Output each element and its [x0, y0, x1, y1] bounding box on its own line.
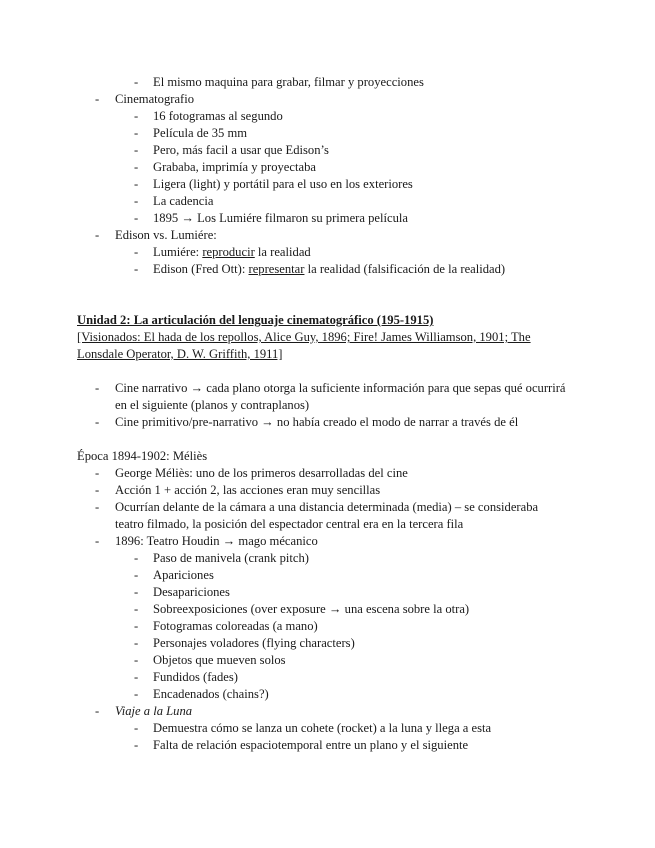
- list-item-camara: [0, 499, 655, 516]
- bullet-dash: -: [95, 92, 100, 106]
- document-page: [0, 74, 655, 754]
- list-item-text: El mismo maquina para grabar, filmar y proyecciones: [153, 75, 424, 89]
- list-item-text: [153, 244, 311, 261]
- list-item-edison: [0, 261, 655, 278]
- list-item: [0, 210, 655, 227]
- bullet-dash: -: [134, 211, 139, 225]
- bullet-dash: -: [134, 126, 139, 140]
- list-item: [0, 74, 655, 91]
- bullet-dash: -: [95, 500, 100, 514]
- bullet-dash: -: [134, 262, 139, 276]
- bullet-dash: -: [95, 483, 100, 497]
- list-item-houdin: [0, 533, 655, 550]
- bullet-dash: -: [134, 636, 139, 650]
- list-item-text: Falta de relación espaciotemporal entre un plano y el siguiente: [153, 738, 469, 752]
- list-item-text: Paso de manivela (crank pitch): [153, 551, 309, 565]
- list-item-viaje: [0, 703, 655, 720]
- spacer: [0, 295, 655, 312]
- edison-rest: la realidad (falsificación de la realidad): [304, 262, 506, 276]
- bullet-dash: -: [134, 670, 139, 684]
- bullet-dash: -: [134, 177, 139, 191]
- list-item-text: [153, 261, 505, 278]
- list-item-text: Cine narrativo → cada plano otorga la suficiente información para que sepas qué ocurrirá: [115, 381, 566, 395]
- bullet-dash: -: [134, 245, 139, 259]
- list-item-continuation: [0, 397, 655, 414]
- list-item-text: Pero, más facil a usar que Edison’s: [153, 143, 329, 157]
- list-item-text: Objetos que mueven solos: [153, 653, 286, 667]
- list-item-text: Película de 35 mm: [153, 126, 248, 140]
- bullet-dash: -: [134, 687, 139, 701]
- bullet-dash: -: [134, 585, 139, 599]
- list-item-primitivo: [0, 414, 655, 431]
- bullet-dash: -: [95, 415, 100, 429]
- list-item-text: Grababa, imprimía y proyectaba: [153, 160, 316, 174]
- spacer: [0, 431, 655, 448]
- list-item: [0, 550, 655, 567]
- bullet-dash: -: [134, 721, 139, 735]
- list-item-text: Acción 1 + acción 2, las acciones eran muy sencillas: [115, 483, 381, 497]
- list-item-text: George Méliès: uno de los primeros desarrolladas del cine: [115, 466, 408, 480]
- bullet-dash: -: [134, 568, 139, 582]
- bullet-dash: -: [134, 194, 139, 208]
- list-item-melies: [0, 465, 655, 482]
- list-item: [0, 108, 655, 125]
- list-item-text: Demuestra cómo se lanza un cohete (rocket) a la luna y llega a esta: [153, 721, 492, 735]
- list-item-text: Fotogramas coloreadas (a mano): [153, 619, 318, 633]
- bullet-dash: -: [134, 160, 139, 174]
- list-item-text: Edison vs. Lumiére:: [115, 228, 217, 242]
- lumiere-label: Lumiére:: [153, 245, 203, 259]
- list-item-text: Personajes voladores (flying characters): [153, 636, 355, 650]
- list-item-narrativo: [0, 380, 655, 397]
- bullet-dash: -: [134, 653, 139, 667]
- list-item-text: Ocurrían delante de la cámara a una distancia determinada (media) – se consideraba: [115, 500, 539, 514]
- bullet-dash: -: [95, 466, 100, 480]
- list-item-versus: [0, 227, 655, 244]
- list-item: [0, 720, 655, 737]
- lumiere-rest: la realidad: [254, 245, 311, 259]
- underlined-term: representar: [248, 262, 305, 276]
- list-item: [0, 176, 655, 193]
- list-item: [0, 584, 655, 601]
- epoca-text: Época 1894-1902: Méliès: [77, 449, 208, 463]
- list-item: [0, 652, 655, 669]
- list-item-text: 1896: Teatro Houdin → mago mécanico: [115, 534, 318, 548]
- vision-text: Lonsdale Operator, D. W. Griffith, 1911]: [77, 347, 283, 361]
- bullet-dash: -: [95, 704, 100, 718]
- list-item: [0, 601, 655, 618]
- bullet-dash: -: [95, 228, 100, 242]
- vision-text: [Visionados: El hada de los repollos, Alice Guy, 1896; Fire! James Williamson, 1901; The: [77, 330, 531, 344]
- bullet-dash: -: [134, 109, 139, 123]
- unit-heading: [0, 312, 655, 329]
- list-item: [0, 686, 655, 703]
- list-item-text: Sobreexposiciones (over exposure → una escena sobre la otra): [153, 602, 470, 616]
- list-item-text: Apariciones: [153, 568, 214, 582]
- vision-line: [0, 329, 655, 346]
- list-item: [0, 125, 655, 142]
- list-item: [0, 618, 655, 635]
- list-item-text: Viaje a la Luna: [115, 704, 193, 718]
- underlined-term: reproducir: [202, 245, 255, 259]
- list-item: [0, 159, 655, 176]
- bullet-dash: -: [134, 143, 139, 157]
- spacer: [0, 278, 655, 295]
- spacer: [0, 363, 655, 380]
- list-item: [0, 567, 655, 584]
- list-item-accion: [0, 482, 655, 499]
- bullet-dash: -: [95, 381, 100, 395]
- list-item-cinematografo: [0, 91, 655, 108]
- list-item-continuation: [0, 516, 655, 533]
- list-item-text: teatro filmado, la posición del espectador central era en la tercera fila: [115, 517, 464, 531]
- list-item: [0, 635, 655, 652]
- vision-line: [0, 346, 655, 363]
- list-item-text: Fundidos (fades): [153, 670, 238, 684]
- list-item-text: 16 fotogramas al segundo: [153, 109, 283, 123]
- list-item-text: Cinematografio: [115, 92, 195, 106]
- list-item-text: en el siguiente (planos y contraplanos): [115, 398, 310, 412]
- bullet-dash: -: [134, 75, 139, 89]
- list-item-text: Desapariciones: [153, 585, 230, 599]
- epoca-heading: [0, 448, 655, 465]
- list-item-lumiere: [0, 244, 655, 261]
- list-item-text: Cine primitivo/pre-narrativo → no había creado el modo de narrar a través de él: [115, 415, 519, 429]
- bullet-dash: -: [134, 551, 139, 565]
- list-item-text: Encadenados (chains?): [153, 687, 269, 701]
- list-item: [0, 142, 655, 159]
- unit-title: Unidad 2: La articulación del lenguaje cinematográfico (195-1915): [77, 313, 434, 327]
- bullet-dash: -: [134, 602, 139, 616]
- edison-label: Edison (Fred Ott):: [153, 262, 249, 276]
- list-item-text: Ligera (light) y portátil para el uso en los exteriores: [153, 177, 413, 191]
- bullet-dash: -: [95, 534, 100, 548]
- bullet-dash: -: [134, 738, 139, 752]
- list-item: [0, 669, 655, 686]
- list-item: [0, 193, 655, 210]
- list-item: [0, 737, 655, 754]
- bullet-dash: -: [134, 619, 139, 633]
- list-item-text: 1895 → Los Lumiére filmaron su primera película: [153, 211, 408, 225]
- list-item-text: La cadencia: [153, 194, 214, 208]
